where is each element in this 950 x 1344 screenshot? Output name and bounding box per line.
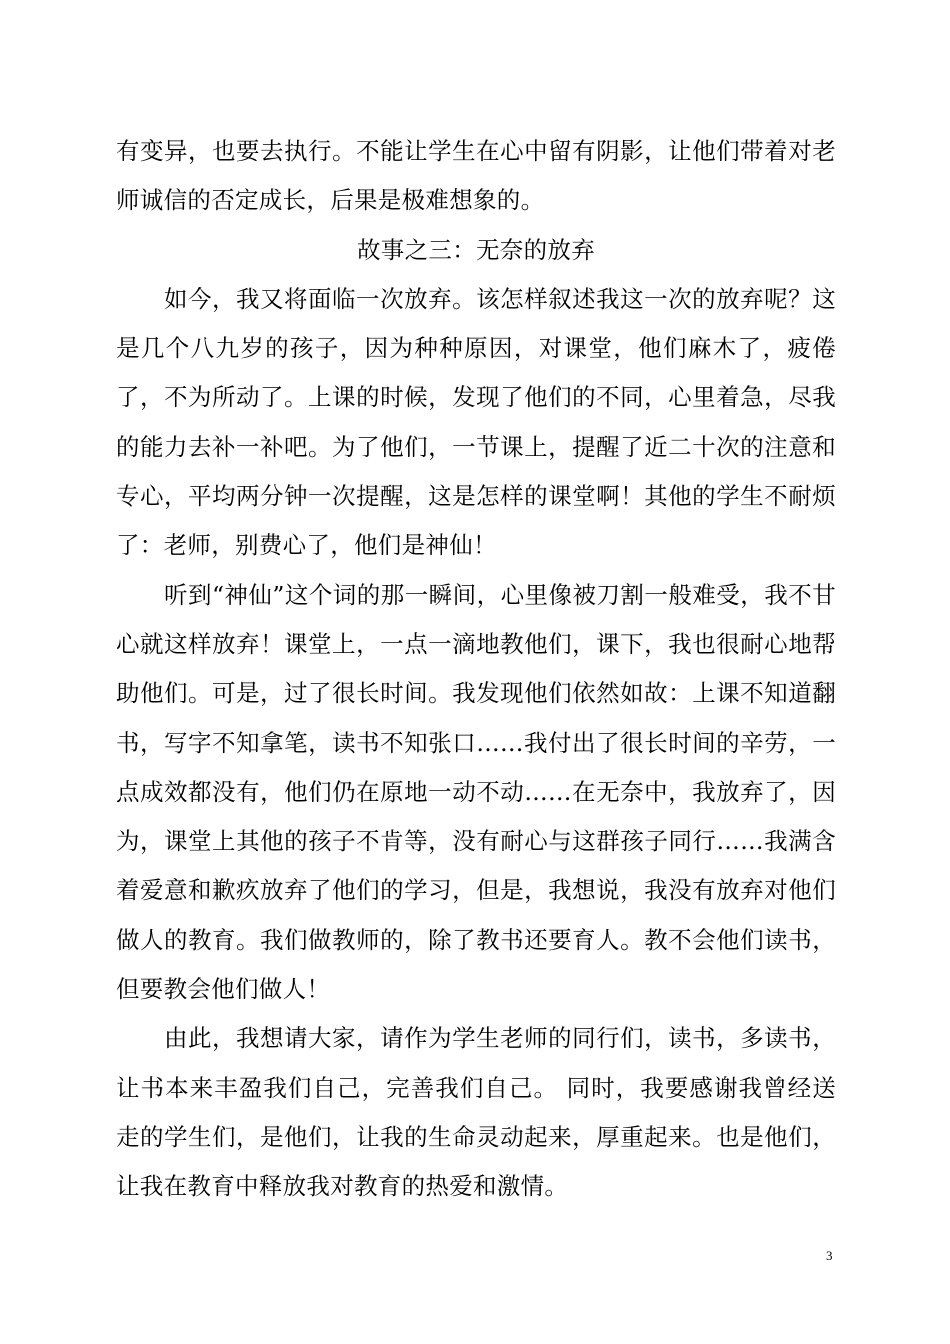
opening-paragraph: 有变异，也要去执行。不能让学生在心中留有阴影，让他们带着对老师诚信的否定成长，后果是极难想象的。 bbox=[116, 137, 836, 215]
paragraph-conclusion: 由此，我想请大家，请作为学生老师的同行们，读书，多读书，让书本来丰盈我们自己，完善我们自己。 同时，我要感谢我曾经送走的学生们，是他们，让我的生命灵动起来，厚重起来。也是他们，让我在教育中释放我对教育的热爱和激情。 bbox=[116, 1024, 836, 1201]
section-heading: 故事之三：无奈的放弃 bbox=[357, 235, 595, 264]
body-text bbox=[116, 127, 836, 1212]
paragraph-story-intro: 如今，我又将面临一次放弃。该怎样叙述我这一次的放弃呢？这是几个八九岁的孩子，因为种种原因，对课堂，他们麻木了，疲倦了，不为所动了。上课的时候，发现了他们的不同，心里着急，尽我的能力去补一补吧。为了他们，一节课上，提醒了近二十次的注意和专心，平均两分钟一次提醒，这是怎样的课堂啊！其他的学生不耐烦了：老师，别费心了，他们是神仙！ bbox=[116, 284, 836, 560]
paragraph-story-body: 听到“神仙”这个词的那一瞬间，心里像被刀割一般难受，我不甘心就这样放弃！课堂上，一点一滴地教他们，课下，我也很耐心地帮助他们。可是，过了很长时间。我发现他们依然如故：上课不知道翻书，写字不知拿笔，读书不知张口……我付出了很长时间的辛劳，一点成效都没有，他们仍在原地一动不动……在无奈中，我放弃了，因为，课堂上其他的孩子不肯等，没有耐心与这群孩子同行……我满含着爱意和歉疚放弃了他们的学习，但是，我想说，我没有放弃对他们做人的教育。我们做教师的，除了教书还要育人。教不会他们读书，但要教会他们做人！ bbox=[116, 580, 836, 1004]
page-number: 3 bbox=[826, 1248, 833, 1263]
